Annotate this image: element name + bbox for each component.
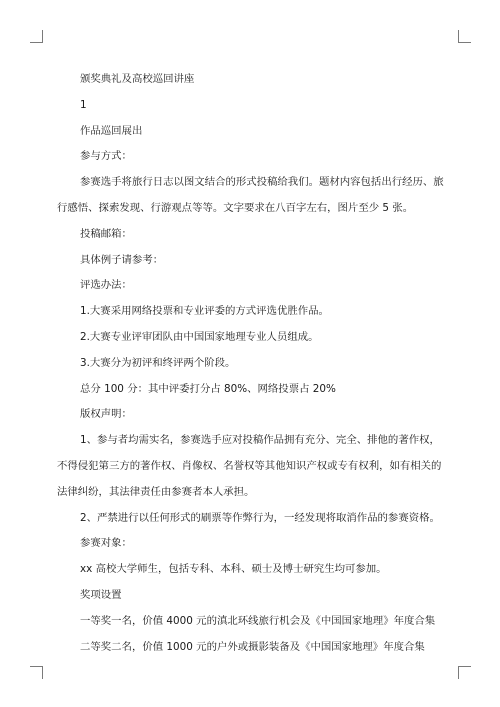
paragraph: 投稿邮箱： <box>80 227 132 240</box>
crop-mark-top-right <box>458 30 471 43</box>
paragraph <box>57 428 447 505</box>
paragraph: 2.大赛专业评审团队由中国国家地理专业人员组成。 <box>80 330 319 343</box>
paragraph: 1 <box>80 98 87 111</box>
paragraph: 2、严禁进行以任何形式的刷票等作弊行为，一经发现将取消作品的参赛资格。 <box>80 511 440 524</box>
paragraph: 参赛对象： <box>80 537 132 550</box>
paragraph: xx 高校大学师生，包括专科、本科、硕士及博士研究生均可参加。 <box>80 563 387 576</box>
paragraph: 作品巡回展出 <box>80 124 143 137</box>
paragraph: 1.大赛采用网络投票和专业评委的方式评选优胜作品。 <box>80 305 329 318</box>
paragraph-line: 法律纠纷，其法律责任由参赛者本人承担。 <box>57 485 255 498</box>
paragraph: 参与方式： <box>80 150 132 163</box>
paragraph: 3.大赛分为初评和终评两个阶段。 <box>80 356 236 369</box>
paragraph: 奖项设置 <box>80 588 122 601</box>
paragraph-line: 1、参与者均需实名，参赛选手应对投稿作品拥有充分、完全、排他的著作权， <box>80 434 440 447</box>
paragraph: 颁奖典礼及高校巡回讲座 <box>80 73 195 85</box>
crop-mark-bottom-right <box>458 666 471 679</box>
paragraph: 二等奖二名，价值 1000 元的户外或摄影装备及《中国国家地理》年度合集 <box>80 640 425 653</box>
paragraph-line: 不得侵犯第三方的著作权、肖像权、名誉权等其他知识产权或专有权利，如有相关的 <box>57 459 442 472</box>
paragraph: 版权声明： <box>80 408 132 421</box>
paragraph <box>57 170 447 222</box>
paragraph: 评选办法： <box>80 279 132 292</box>
document-body <box>57 67 447 660</box>
paragraph-line: 行感悟、探索发现、行游观点等等。文字要求在八百字左右，图片至少 5 张。 <box>57 201 414 214</box>
paragraph: 具体例子请参考： <box>80 253 164 266</box>
paragraph-line: 参赛选手将旅行日志以图文结合的形式投稿给我们。题材内容包括出行经历、旅 <box>80 176 444 189</box>
paragraph: 一等奖一名，价值 4000 元的滇北环线旅行机会及《中国国家地理》年度合集 <box>80 614 436 627</box>
paragraph: 总分 100 分：其中评委打分占 80%、网络投票占 20% <box>80 382 336 395</box>
crop-mark-top-left <box>30 30 43 43</box>
crop-mark-bottom-left <box>30 666 43 679</box>
